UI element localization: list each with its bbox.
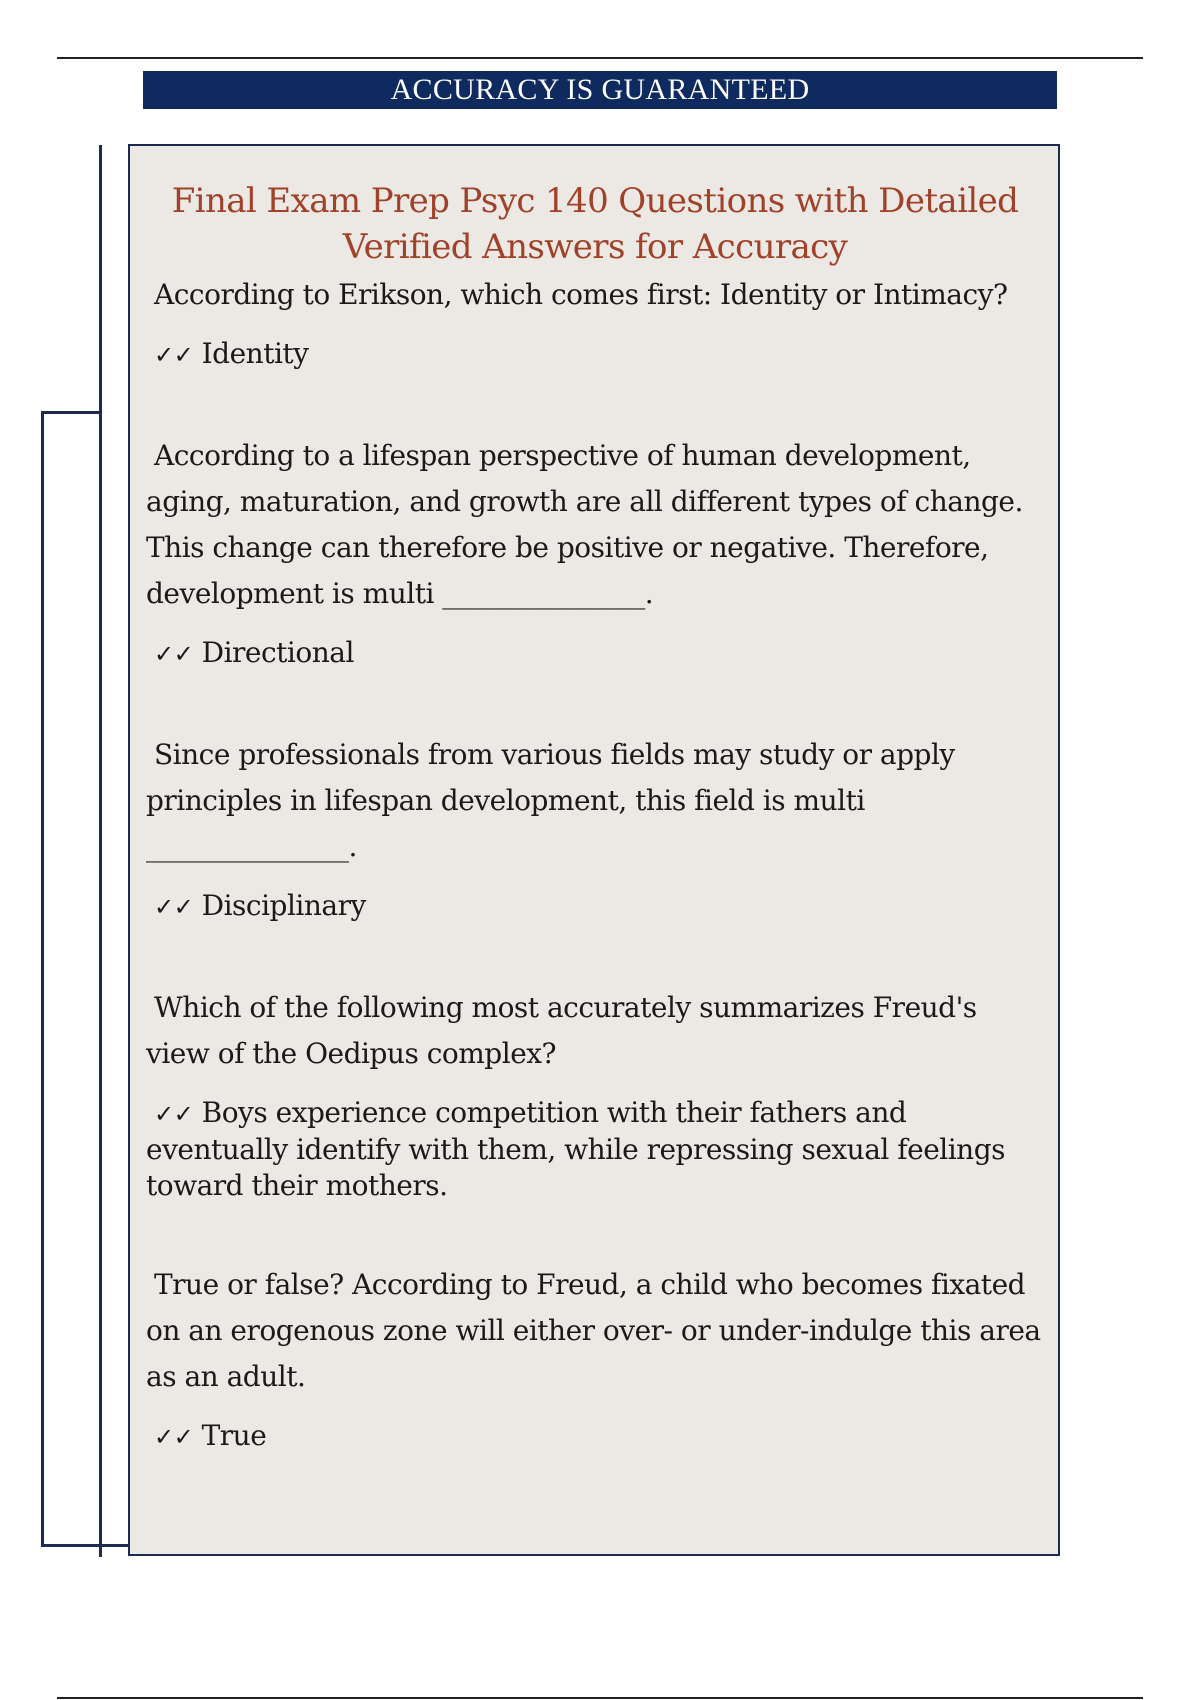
- question-card: [128, 144, 1060, 1556]
- decorative-horizontal-line-upper: [41, 411, 102, 414]
- qa-item-1: [146, 272, 1044, 373]
- decorative-vertical-line-outer: [41, 411, 44, 1547]
- answer-text: [154, 1418, 1044, 1455]
- answer-text: [154, 336, 1044, 373]
- answer-4-text: Boys experience competition with their fathers and eventually identify with them, while repressing sexual feelings toward their mothers.: [146, 1096, 1006, 1202]
- bottom-rule: [57, 1697, 1143, 1699]
- answer-1-text: Identity: [201, 337, 309, 370]
- check-mark-icon: ✓✓: [154, 893, 194, 921]
- answer-2-text: Directional: [201, 636, 354, 669]
- top-rule: [57, 57, 1143, 59]
- question-text: [146, 433, 1044, 617]
- document-title: Final Exam Prep Psyc 140 Questions with Detailed Verified Answers for Accuracy: [171, 181, 1019, 267]
- check-mark-icon: ✓✓: [154, 640, 194, 668]
- question-2-text: According to a lifespan perspective of human development, aging, maturation, and growth are all different types of change. This change can therefore be positive or negative. Therefore, development is multi _______________.: [146, 439, 1023, 610]
- qa-item-4: [146, 985, 1044, 1204]
- check-mark-icon: ✓✓: [154, 1100, 194, 1128]
- check-mark-icon: ✓✓: [154, 341, 194, 369]
- qa-item-5: [146, 1262, 1044, 1455]
- answer-text: [154, 635, 1044, 672]
- answer-3-text: Disciplinary: [201, 889, 366, 922]
- question-text: [146, 732, 1044, 870]
- question-text: [146, 985, 1044, 1077]
- qa-item-2: [146, 433, 1044, 672]
- check-mark-icon: ✓✓: [154, 1423, 194, 1451]
- decorative-vertical-line-inner: [99, 145, 102, 1557]
- question-text: [146, 272, 1044, 318]
- answer-5-text: True: [201, 1419, 267, 1452]
- question-text: [146, 1262, 1044, 1400]
- question-1-text: According to Erikson, which comes first: Identity or Intimacy?: [154, 278, 1008, 311]
- answer-text: [154, 888, 1044, 925]
- question-5-text: True or false? According to Freud, a child who becomes fixated on an erogenous zone will either over- or under-indulge this area as an adult.: [146, 1268, 1041, 1393]
- qa-item-3: [146, 732, 1044, 925]
- answer-text: [146, 1095, 1044, 1204]
- question-4-text: Which of the following most accurately summarizes Freud's view of the Oedipus complex?: [146, 991, 977, 1070]
- question-3-text: Since professionals from various fields may study or apply principles in lifespan development, this field is multi _______________.: [146, 738, 955, 863]
- accuracy-banner: ACCURACY IS GUARANTEED: [143, 71, 1057, 109]
